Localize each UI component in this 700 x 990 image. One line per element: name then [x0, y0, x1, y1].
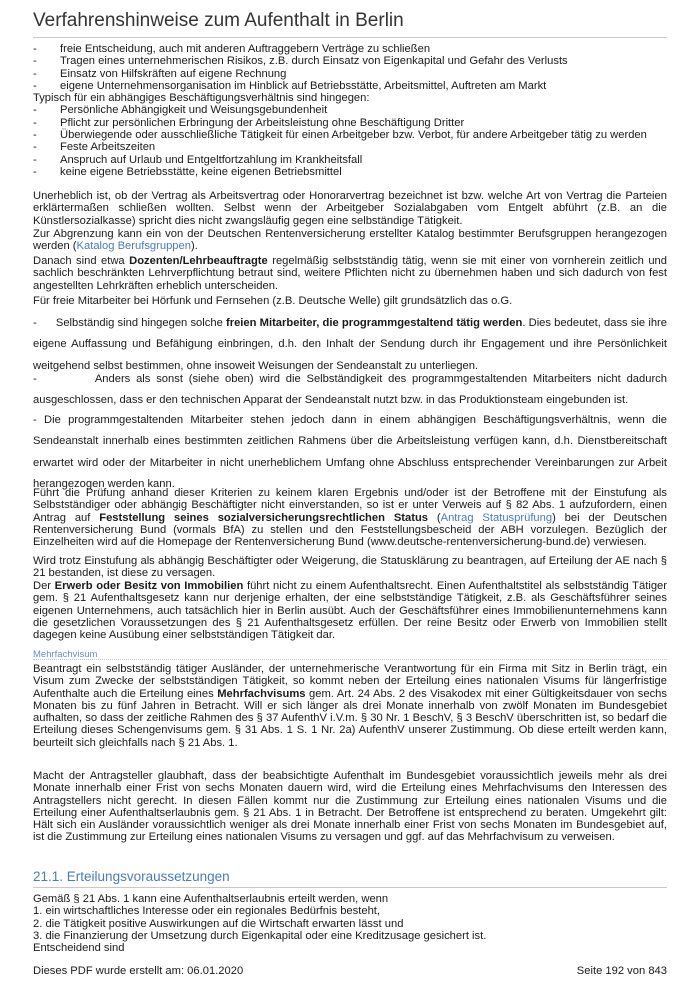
paragraph-immobilien: Der Erwerb oder Besitz von Immobilien führt nicht zu einem Aufenthaltsrecht. Einen Aufenthaltstitel als selbstständig Tätiger gem. § 21 Aufenthaltsgesetz kann nur derjenige erhalten, der eine selbstständige Tätigkeit, z.B. als Geschäftsführer seines eigenen Unternehmens, auch tatsächlich hier in Berlin ausübt. Auch der Geschäftsführer eines Immobilienunternehmens kann die gesetzlichen Voraussetzungen des § 21 Aufenthaltsgesetz erfüllen. Der reine Besitz oder Erwerb von Immobilien stellt dagegen keine Ausübung einer selbstständigen Tätigkeit dar. — [33, 580, 667, 642]
list-item: - Persönliche Abhängigkeit und Weisungsgebundenheit — [33, 104, 328, 117]
antrag-statuspruefung-link[interactable]: Antrag Statusprüfung — [440, 511, 553, 524]
paragraph-abhaengig-programm: - Die programmgestaltenden Mitarbeiter stehen jedoch dann in einem abhängigen Beschäftigungsverhältnis, wenn die Sendeanstalt innerhalb eines bestimmten zeitlichen Rahmens über die Arbeitsleistung verfügen kann, d.h. Dienstbereitschaft erwartet wird oder der Mitarbeiter in nicht unerheblichem Umfang ohne Abschluss entsprechender Vereinbarungen zur Arbeit herangezogen werden kann. — [33, 414, 667, 490]
paragraph-dozenten: Danach sind etwa Dozenten/Lehrbeauftragte regelmäßig selbstständig tätig, wenn sie mit einer von vornherein zeitlich und sachlich beschränkten Lehrverpflichtung betraut sind, weitere Pflichten nicht zu übernehmen haben und sich dadurch von fest angestellten Lehrkräften erheblich unterscheiden. — [33, 255, 667, 292]
self-employment-criteria-list — [33, 43, 667, 178]
paragraph-freie-mitarbeiter: Für freie Mitarbeiter bei Hörfunk und Fernsehen (z.B. Deutsche Welle) gilt grundsätzlich das o.G. — [33, 295, 513, 307]
paragraph-technischer-apparat: - Anders als sonst (siehe oben) wird die Selbständigkeit des programmgestaltenden Mitarbeiters nicht dadurch ausgeschlossen, dass er den technischen Apparat der Sendeanstalt nutzt bzw. in das Produktionsteam eingebunden ist. — [33, 373, 667, 407]
list-item: - Feste Arbeitszeiten — [33, 141, 156, 154]
mehrfachvisum-divider — [33, 659, 667, 660]
footer-page-number: Seite 192 von 843 — [576, 965, 667, 977]
katalog-berufsgruppen-link[interactable]: Katalog Berufsgruppen — [76, 240, 191, 253]
page-footer — [33, 965, 667, 977]
list-item: - eigene Unternehmensorganisation im Hinblick auf Betriebsstätte, Arbeitsmittel, Auftreten am Markt — [33, 79, 547, 92]
list-item: 3. die Finanzierung der Umsetzung durch Eigenkapital oder eine Kreditzusage gesichert ist. — [33, 929, 487, 942]
section-title: Erteilungsvoraussetzungen — [66, 869, 230, 884]
requirements-block — [33, 893, 667, 954]
list-item: - Anspruch auf Urlaub und Entgeltfortzahlung im Krankheitsfall — [33, 153, 363, 166]
page-title: Verfahrenshinweise zum Aufenthalt in Berlin — [33, 10, 404, 31]
list-item: - Pflicht zur persönlichen Erbringung der Arbeitsleistung ohne Beschäftigung Dritter — [33, 116, 465, 129]
list-item: 2. die Tätigkeit positive Auswirkungen auf die Wirtschaft erwarten lässt und — [33, 917, 404, 930]
mehrfachvisum-heading: Mehrfachvisum — [33, 649, 98, 660]
typical-intro: Typisch für ein abhängiges Beschäftigungsverhältnis sind hingegen: — [33, 92, 370, 105]
requirements-intro: Gemäß § 21 Abs. 1 kann eine Aufenthaltserlaubnis erteilt werden, wenn — [33, 893, 389, 905]
paragraph-programmgestaltend: - Selbständig sind hingegen solche freien Mitarbeiter, die programmgestaltend tätig werden. Dies bedeutet, dass sie ihre eigene Auffassung und Befähigung einbringen, d.h. den Inhalt der Sendung durch ihr Engagement und ihre Persönlichkeit weitgehend selbst bestimmen, ohne insoweit Weisungen der Sendeanstalt zu unterliegen. — [33, 317, 667, 372]
list-item: 1. ein wirtschaftliches Interesse oder ein regionales Bedürfnis besteht, — [33, 905, 381, 918]
paragraph-unerheblich: Unerheblich ist, ob der Vertrag als Arbeitsvertrag oder Honorarvertrag bezeichnet ist bzw. welche Art von Vertrag die Parteien erklärtermaßen schließen wollten. Selbst wenn der Arbeitgeber Sozialabgaben vom Entgelt abführt (z.B. an die Künstlersozialkasse) spricht dies nicht zwangsläufig gegen eine selbständige Tätigkeit. — [33, 190, 667, 227]
section-number: 21.1. — [33, 869, 64, 884]
section-heading — [33, 869, 230, 884]
list-item: - Tragen eines unternehmerischen Risikos, z.B. durch Einsatz von Eigenkapital und Gefahr des Verlusts — [33, 55, 568, 68]
section-divider — [33, 887, 667, 888]
footer-created-date: Dieses PDF wurde erstellt am: 06.01.2020 — [33, 965, 244, 977]
list-item: - Einsatz von Hilfskräften auf eigene Rechnung — [33, 67, 287, 80]
paragraph-abgrenzung: Zur Abgrenzung kann ein von der Deutschen Rentenversicherung erstellter Katalog bestimmter Berufsgruppen herangezogen werden (Katalog Berufsgruppen). — [33, 228, 667, 253]
list-item: - keine eigene Betriebsstätte, keine eigenen Betriebsmittel — [33, 165, 342, 178]
paragraph-glaubhaft: Macht der Antragsteller glaubhaft, dass der beabsichtigte Aufenthalt im Bundesgebiet voraussichtlich jeweils mehr als drei Monate innerhalb einer Frist von sechs Monaten dauern wird, wird die Erteilung eines Mehrfachvisums den Interessen des Antragstellers nicht gerecht. In diesen Fällen kommt nur die Zustimmung zur Erteilung eines nationalen Visums und die Erteilung einer Aufenthaltserlaubnis gem. § 21 Abs. 1 in Betracht. Der Betroffene ist entsprechend zu beraten. Umgekehrt gilt: Hält sich ein Ausländer voraussichtlich weniger als drei Monate innerhalb einer Frist von sechs Monaten im Bundesgebiet auf, ist die Zustimmung zur Erteilung eines nationalen Visums zu versagen und ggf. auf das Mehrfachvisum zu verweisen. — [33, 770, 667, 844]
title-divider — [33, 37, 667, 38]
paragraph-versagen: Wird trotz Einstufung als abhängig Beschäftigter oder Weigerung, die Statusklärung zu beantragen, auf Erteilung der AE nach § 21 bestanden, ist diese zu versagen. — [33, 555, 667, 580]
requirements-outro: Entscheidend sind — [33, 942, 125, 955]
list-item: - freie Entscheidung, auch mit anderen Auftraggebern Verträge zu schließen — [33, 43, 431, 55]
paragraph-statuspruefung: Führt die Prüfung anhand dieser Kriterien zu keinem klaren Ergebnis und/oder ist der Betroffene mit der Einstufung als Selbstständiger oder abhängig Beschäftigter nicht einverstanden, so ist er unter Verweis auf § 82 Abs. 1 aufzufordern, einen Antrag auf Feststellung seines sozialversicherungsrechtlichen Status (Antrag Statusprüfung) bei der Deutschen Rentenversicherung Bund (vormals BfA) zu stellen und den Feststellungsbescheid der ABH vorzulegen. Bezüglich der Einzelheiten wird auf die Homepage der Rentenversicherung Bund (www.deutsche-rentenversicherung-bund.de) verwiesen. — [33, 487, 667, 549]
list-item: - Überwiegende oder ausschließliche Tätigkeit für einen Arbeitgeber bzw. Verbot, für andere Arbeitgeber tätig zu werden — [33, 129, 647, 142]
paragraph-mehrfachvisum: Beantragt ein selbstständig tätiger Ausländer, der unternehmerische Verantwortung für ein Firma mit Sitz in Berlin trägt, ein Visum zum Zwecke der selbstständigen Tätigkeit, so kommt neben der Erteilung eines nationalen Visums für längerfristige Aufenthalte auch die Erteilung eines Mehrfachvisums gem. Art. 24 Abs. 2 des Visakodex mit einer Gültigkeitsdauer von sechs Monaten bis zu fünf Jahren in Betracht. Will er sich länger als drei Monate innerhalb von zwölf Monaten im Bundesgebiet aufhalten, so dass der zeitliche Rahmen des § 37 AufenthV i.V.m. § 30 Nr. 1 BeschV, § 3 BeschV überschritten ist, so bedarf die Erteilung dieses Schengenvisums gem. § 31 Abs. 1 S. 1 Nr. 2a) AufenthV unserer Zustimmung. Ob diese erteilt werden kann, beurteilt sich gleichfalls nach § 21 Abs. 1. — [33, 663, 667, 749]
